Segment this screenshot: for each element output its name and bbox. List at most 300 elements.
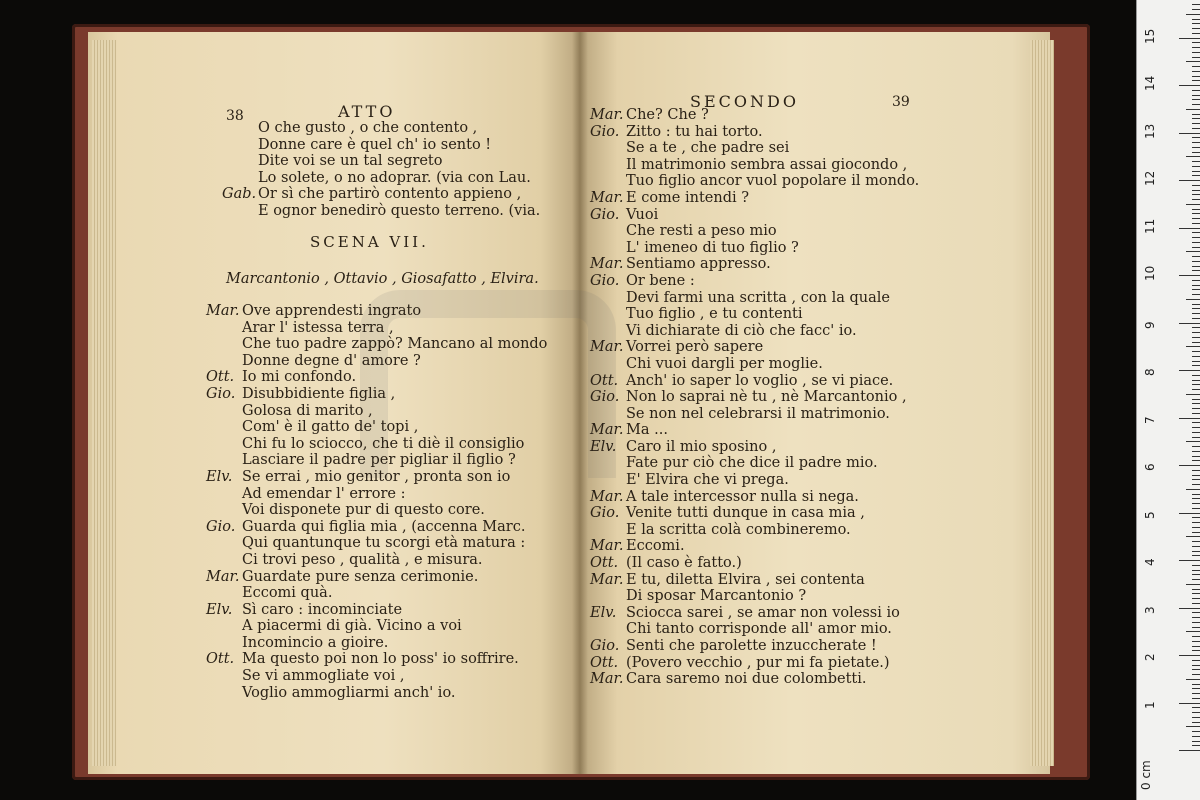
ruler-tick (1192, 598, 1200, 599)
ruler-tick (1192, 693, 1200, 694)
verse-text: Caro il mio sposino , (626, 438, 777, 455)
ruler-label: 1 (1143, 700, 1157, 709)
ruler-tick (1192, 365, 1200, 366)
verse-line (206, 535, 547, 552)
verse-line (590, 671, 919, 688)
ruler-tick (1192, 261, 1200, 262)
speaker-label (590, 406, 626, 423)
verse-line (590, 638, 919, 655)
verse-text: (Il caso è fatto.) (626, 555, 742, 572)
ruler-tick (1186, 584, 1200, 585)
ruler-tick (1192, 674, 1200, 675)
ruler-tick (1192, 185, 1200, 186)
verse-line (590, 439, 919, 456)
verse-line (590, 406, 919, 423)
verse-text: Sentiamo appresso. (626, 256, 771, 273)
speaker-label (206, 668, 242, 685)
verse-text: Eccomi. (626, 538, 685, 555)
verse-text: Fate pur ciò che dice il padre mio. (626, 455, 878, 472)
ruler-tick (1192, 722, 1200, 723)
ruler-tick (1192, 451, 1200, 452)
speaker-label: Mar. (590, 256, 624, 273)
ruler-label: 13 (1143, 123, 1157, 139)
ruler-tick (1192, 593, 1200, 594)
verse-line (590, 422, 919, 439)
speaker-label (222, 153, 258, 170)
verse-line (590, 538, 919, 555)
ruler-tick (1192, 712, 1200, 713)
ruler-tick (1192, 432, 1200, 433)
ruler-tick (1192, 71, 1200, 72)
verse-text: Guarda qui figlia mia , (accenna Marc. (242, 518, 526, 535)
ruler-tick (1192, 522, 1200, 523)
ruler-label: 7 (1143, 415, 1157, 424)
ruler-tick (1192, 142, 1200, 143)
verse-text: Se errai , mio genitor , pronta son io (242, 468, 511, 485)
verse-line (590, 157, 919, 174)
ruler-tick (1192, 247, 1200, 248)
verse-text: Incomincio a gioire. (242, 634, 389, 651)
verse-line (590, 356, 919, 373)
ruler-tick (1179, 608, 1200, 609)
verse-text: O che gusto , o che contento , (258, 120, 478, 136)
speaker-label: Mar. (206, 303, 240, 319)
ruler-tick (1192, 342, 1200, 343)
ruler-tick (1192, 589, 1200, 590)
speaker-label (590, 306, 626, 323)
verse-text: Arar l' istessa terra , (242, 319, 394, 336)
ruler-tick (1192, 627, 1200, 628)
verse-text: Ma questo poi non lo poss' io soffrire. (242, 651, 519, 668)
ruler-tick (1186, 631, 1200, 632)
ruler-tick (1192, 574, 1200, 575)
ruler-label: 4 (1143, 558, 1157, 566)
ruler-tick (1192, 270, 1200, 271)
speaker-label: Ott. (590, 555, 619, 572)
verse-text: Voglio ammogliarmi anch' io. (242, 684, 456, 701)
ruler-tick (1192, 318, 1200, 319)
speaker-label: Gio. (590, 638, 620, 654)
speaker-label (206, 320, 242, 337)
speaker-label: Gio. (206, 518, 236, 535)
ruler-tick (1192, 641, 1200, 642)
speaker-label (206, 585, 242, 602)
right-page-edges (1030, 40, 1054, 766)
ruler-tick (1192, 603, 1200, 604)
ruler-tick (1179, 133, 1200, 134)
ruler-tick (1192, 427, 1200, 428)
ruler-tick (1192, 128, 1200, 129)
verse-line (590, 190, 919, 207)
verse-line (206, 452, 547, 469)
ruler-label: 9 (1143, 320, 1157, 329)
verse-text: Golosa di marito , (242, 402, 373, 419)
speaker-label: Ott. (206, 369, 235, 386)
speaker-label (206, 685, 242, 702)
verse-line (590, 522, 919, 539)
verse-text: Sciocca sarei , se amar non volessi io (626, 604, 900, 621)
speaker-label: Gio. (590, 505, 620, 522)
verse-line (206, 386, 547, 403)
ruler-tick (1179, 85, 1200, 86)
speaker-label (590, 223, 626, 240)
ruler-tick (1192, 741, 1200, 742)
ruler-tick (1186, 251, 1200, 252)
ruler-tick (1186, 109, 1200, 110)
ruler-tick (1192, 147, 1200, 148)
ruler-tick (1192, 137, 1200, 138)
ruler-tick (1192, 294, 1200, 295)
ruler-tick (1192, 408, 1200, 409)
verse-text: Or sì che partirò contento appieno , (258, 186, 522, 203)
speaker-label: Gio. (590, 272, 620, 289)
ruler-tick (1192, 422, 1200, 423)
ruler-tick (1192, 745, 1200, 746)
speaker-label (206, 635, 242, 652)
ruler-tick (1186, 394, 1200, 395)
ruler-tick (1192, 66, 1200, 67)
ruler-tick (1192, 665, 1200, 666)
ruler-tick (1192, 731, 1200, 732)
ruler-tick (1192, 527, 1200, 528)
verse-text: E come intendi ? (626, 189, 750, 206)
ruler-tick (1192, 479, 1200, 480)
ruler-tick (1186, 536, 1200, 537)
verse-text: Chi fu lo sciocco, che ti diè il consiglio (242, 435, 525, 452)
verse-line (590, 373, 919, 390)
ruler-tick (1186, 726, 1200, 727)
verse-line (590, 240, 919, 257)
ruler-tick (1192, 356, 1200, 357)
ruler-tick (1192, 503, 1200, 504)
ruler-tick (1192, 118, 1200, 119)
ruler-tick (1192, 171, 1200, 172)
verse-line (590, 389, 919, 406)
ruler-tick (1179, 38, 1200, 39)
left-page-number: 38 (226, 108, 244, 124)
ruler-tick (1192, 104, 1200, 105)
verse-text: Devi farmi una scritta , con la quale (626, 289, 890, 306)
ruler-tick (1179, 228, 1200, 229)
verse-text: (Povero vecchio , pur mi fa pietate.) (626, 654, 890, 671)
verse-text: Cara saremo noi due colombetti. (626, 671, 867, 688)
verse-line (590, 306, 919, 323)
speaker-label (206, 452, 242, 469)
left-page-header: ATTO (338, 102, 396, 121)
ruler-tick (1192, 351, 1200, 352)
ruler-tick (1192, 232, 1200, 233)
speaker-label (222, 137, 258, 154)
speaker-label (590, 522, 626, 539)
ruler-tick (1192, 375, 1200, 376)
ruler-tick (1192, 555, 1200, 556)
verse-text: E ognor benedirò questo terreno. (via. (258, 202, 541, 219)
speaker-label: Mar. (590, 339, 624, 356)
verse-line (590, 323, 919, 340)
left-top-lines (222, 120, 540, 220)
verse-line (590, 555, 919, 572)
right-page-header: SECONDO (690, 92, 799, 111)
left-page-edges (92, 40, 116, 766)
ruler-tick (1179, 418, 1200, 419)
verse-line (206, 618, 547, 635)
ruler-tick (1192, 541, 1200, 542)
speaker-label: Elv. (206, 468, 233, 485)
verse-text: Ma ... (626, 422, 668, 439)
verse-text: Voi disponete pur di questo core. (242, 502, 485, 519)
verse-text: Qui quantunque tu scorgi età matura : (242, 535, 526, 552)
speaker-label (206, 403, 242, 420)
ruler-tick (1192, 707, 1200, 708)
ruler-label: 3 (1143, 605, 1157, 614)
verse-line (222, 203, 540, 220)
verse-text: Vi dichiarate di ciò che facc' io. (626, 322, 857, 339)
ruler-tick (1192, 9, 1200, 10)
ruler-tick (1192, 399, 1200, 400)
verse-text: Io mi confondo. (242, 369, 357, 386)
verse-text: Senti che parolette inzuccherate ! (626, 638, 877, 654)
verse-line (206, 668, 547, 685)
verse-line (206, 569, 547, 586)
verse-line (206, 320, 547, 337)
ruler-tick (1192, 194, 1200, 195)
ruler-tick (1192, 646, 1200, 647)
speaker-label (206, 618, 242, 635)
verse-text: Anch' io saper lo voglio , se vi piace. (626, 372, 894, 389)
verse-text: Chi vuoi dargli per moglie. (626, 355, 823, 372)
ruler-tick (1192, 413, 1200, 414)
verse-text: Ci trovi peso , qualità , e misura. (242, 551, 483, 568)
verse-line (206, 602, 547, 619)
verse-line (590, 290, 919, 307)
verse-line (590, 256, 919, 273)
ruler-tick (1192, 617, 1200, 618)
ruler-tick (1192, 332, 1200, 333)
speaker-label: Ott. (590, 654, 619, 671)
ruler-tick (1192, 475, 1200, 476)
speaker-label: Mar. (590, 488, 624, 505)
ruler-tick (1192, 446, 1200, 447)
ruler-tick (1179, 750, 1200, 751)
ruler-tick (1192, 166, 1200, 167)
ruler-tick (1179, 703, 1200, 704)
verse-text: Sì caro : incominciate (242, 601, 403, 618)
ruler-tick (1192, 565, 1200, 566)
ruler-tick (1192, 437, 1200, 438)
verse-text: Zitto : tu hai torto. (626, 123, 763, 140)
ruler-tick (1192, 508, 1200, 509)
ruler-tick (1186, 441, 1200, 442)
ruler-tick (1192, 80, 1200, 81)
speaker-label: Gio. (590, 123, 620, 140)
ruler-tick (1192, 285, 1200, 286)
ruler-tick (1192, 57, 1200, 58)
measurement-ruler (1136, 0, 1200, 800)
speaker-label (206, 486, 242, 503)
verse-line (590, 173, 919, 190)
ruler-tick (1192, 123, 1200, 124)
verse-line (222, 186, 540, 203)
ruler-tick (1192, 152, 1200, 153)
verse-text: L' imeneo di tuo figlio ? (626, 239, 799, 256)
speaker-label: Gab. (222, 186, 257, 203)
speaker-label (222, 203, 258, 220)
ruler-tick (1192, 612, 1200, 613)
ruler-tick (1179, 655, 1200, 656)
verse-line (206, 469, 547, 486)
verse-line (206, 519, 547, 536)
verse-line (590, 207, 919, 224)
verse-line (590, 455, 919, 472)
verse-text: A tale intercessor nulla si nega. (626, 488, 859, 505)
speaker-label (590, 240, 626, 257)
verse-line (590, 273, 919, 290)
ruler-tick (1192, 717, 1200, 718)
ruler-tick (1192, 389, 1200, 390)
verse-text: Lasciare il padre per pigliar il figlio ? (242, 452, 516, 469)
ruler-label: 11 (1143, 218, 1157, 234)
ruler-tick (1179, 370, 1200, 371)
ruler-tick (1192, 660, 1200, 661)
verse-line (206, 486, 547, 503)
verse-line (206, 585, 547, 602)
verse-line (206, 403, 547, 420)
ruler-tick (1192, 327, 1200, 328)
ruler-tick (1179, 465, 1200, 466)
ruler-tick (1192, 551, 1200, 552)
verse-text: Venite tutti dunque in casa mia , (626, 505, 865, 522)
verse-text: Eccomi quà. (242, 585, 333, 602)
ruler-tick (1179, 275, 1200, 276)
ruler-tick (1192, 498, 1200, 499)
ruler-tick (1192, 47, 1200, 48)
speaker-label: Ott. (590, 372, 619, 389)
speaker-label (206, 419, 242, 436)
ruler-tick (1186, 299, 1200, 300)
speaker-label (590, 356, 626, 373)
scene-characters: Marcantonio , Ottavio , Giosafatto , Elvira. (226, 271, 539, 287)
ruler-tick (1192, 23, 1200, 24)
ruler-label: 5 (1143, 510, 1157, 519)
speaker-label: Gio. (590, 389, 620, 406)
verse-line (590, 572, 919, 589)
ruler-tick (1192, 209, 1200, 210)
speaker-label (590, 621, 626, 638)
verse-text: E la scritta colà combineremo. (626, 521, 851, 538)
ruler-tick (1192, 494, 1200, 495)
speaker-label (206, 502, 242, 519)
verse-line (206, 651, 547, 668)
ruler-tick (1192, 337, 1200, 338)
verse-line (222, 120, 540, 137)
ruler-tick (1192, 199, 1200, 200)
ruler-tick (1192, 90, 1200, 91)
ruler-tick (1192, 484, 1200, 485)
verse-line (206, 552, 547, 569)
ruler-tick (1192, 532, 1200, 533)
ruler-tick (1192, 698, 1200, 699)
verse-text: Se non nel celebrarsi il matrimonio. (626, 405, 890, 422)
ruler-tick (1192, 622, 1200, 623)
ruler-tick (1192, 736, 1200, 737)
verse-text: E' Elvira che vi prega. (626, 472, 789, 489)
verse-line (222, 137, 540, 154)
speaker-label (590, 455, 626, 472)
ruler-tick (1192, 28, 1200, 29)
verse-text: E tu, diletta Elvira , sei contenta (626, 571, 865, 588)
ruler-tick (1192, 42, 1200, 43)
ruler-unit-label: 0 cm (1139, 760, 1153, 790)
speaker-label: Gio. (206, 385, 236, 402)
speaker-label (590, 157, 626, 174)
speaker-label: Gio. (590, 206, 620, 223)
ruler-tick (1192, 95, 1200, 96)
verse-line (206, 353, 547, 370)
speaker-label (206, 353, 242, 370)
verse-line (206, 635, 547, 652)
speaker-label: Elv. (206, 601, 233, 618)
verse-text: Il matrimonio sembra assai giocondo , (626, 156, 908, 173)
speaker-label (206, 535, 242, 552)
ruler-tick (1192, 175, 1200, 176)
ruler-tick (1192, 570, 1200, 571)
ruler-tick (1179, 560, 1200, 561)
ruler-tick (1186, 679, 1200, 680)
speaker-label (590, 290, 626, 307)
speaker-label: Mar. (590, 107, 624, 123)
speaker-label: Mar. (590, 571, 624, 588)
verse-text: Non lo saprai nè tu , nè Marcantonio , (626, 389, 907, 406)
ruler-tick (1192, 114, 1200, 115)
ruler-tick (1192, 52, 1200, 53)
verse-text: Or bene : (626, 272, 695, 289)
ruler-tick (1192, 669, 1200, 670)
speaker-label (590, 323, 626, 340)
ruler-tick (1192, 33, 1200, 34)
ruler-tick (1192, 4, 1200, 5)
ruler-tick (1192, 546, 1200, 547)
verse-line (206, 336, 547, 353)
verse-line (590, 223, 919, 240)
speaker-label (206, 552, 242, 569)
verse-text: Vuoi (626, 206, 659, 223)
speaker-label (206, 336, 242, 353)
ruler-tick (1179, 180, 1200, 181)
verse-text: Tuo figlio , e tu contenti (626, 306, 803, 323)
ruler-label: 12 (1143, 170, 1157, 186)
ruler-tick (1192, 517, 1200, 518)
ruler-tick (1186, 489, 1200, 490)
speaker-label (222, 120, 258, 137)
verse-line (590, 107, 919, 124)
verse-text: A piacermi di già. Vicino a voi (242, 618, 462, 635)
verse-text: Che tuo padre zappò? Mancano al mondo (242, 336, 548, 353)
ruler-tick (1192, 237, 1200, 238)
speaker-label: Elv. (590, 604, 617, 621)
verse-text: Guardate pure senza cerimonie. (242, 568, 479, 585)
verse-line (590, 472, 919, 489)
ruler-tick (1186, 61, 1200, 62)
ruler-label: 6 (1143, 463, 1157, 471)
verse-text: Che resti a peso mio (626, 223, 777, 240)
verse-text: Ad emendar l' errore : (242, 485, 406, 502)
verse-line (590, 605, 919, 622)
speaker-label: Mar. (590, 189, 624, 206)
ruler-tick (1192, 313, 1200, 314)
ruler-label: 15 (1143, 28, 1157, 44)
verse-line (590, 140, 919, 157)
ruler-tick (1192, 470, 1200, 471)
